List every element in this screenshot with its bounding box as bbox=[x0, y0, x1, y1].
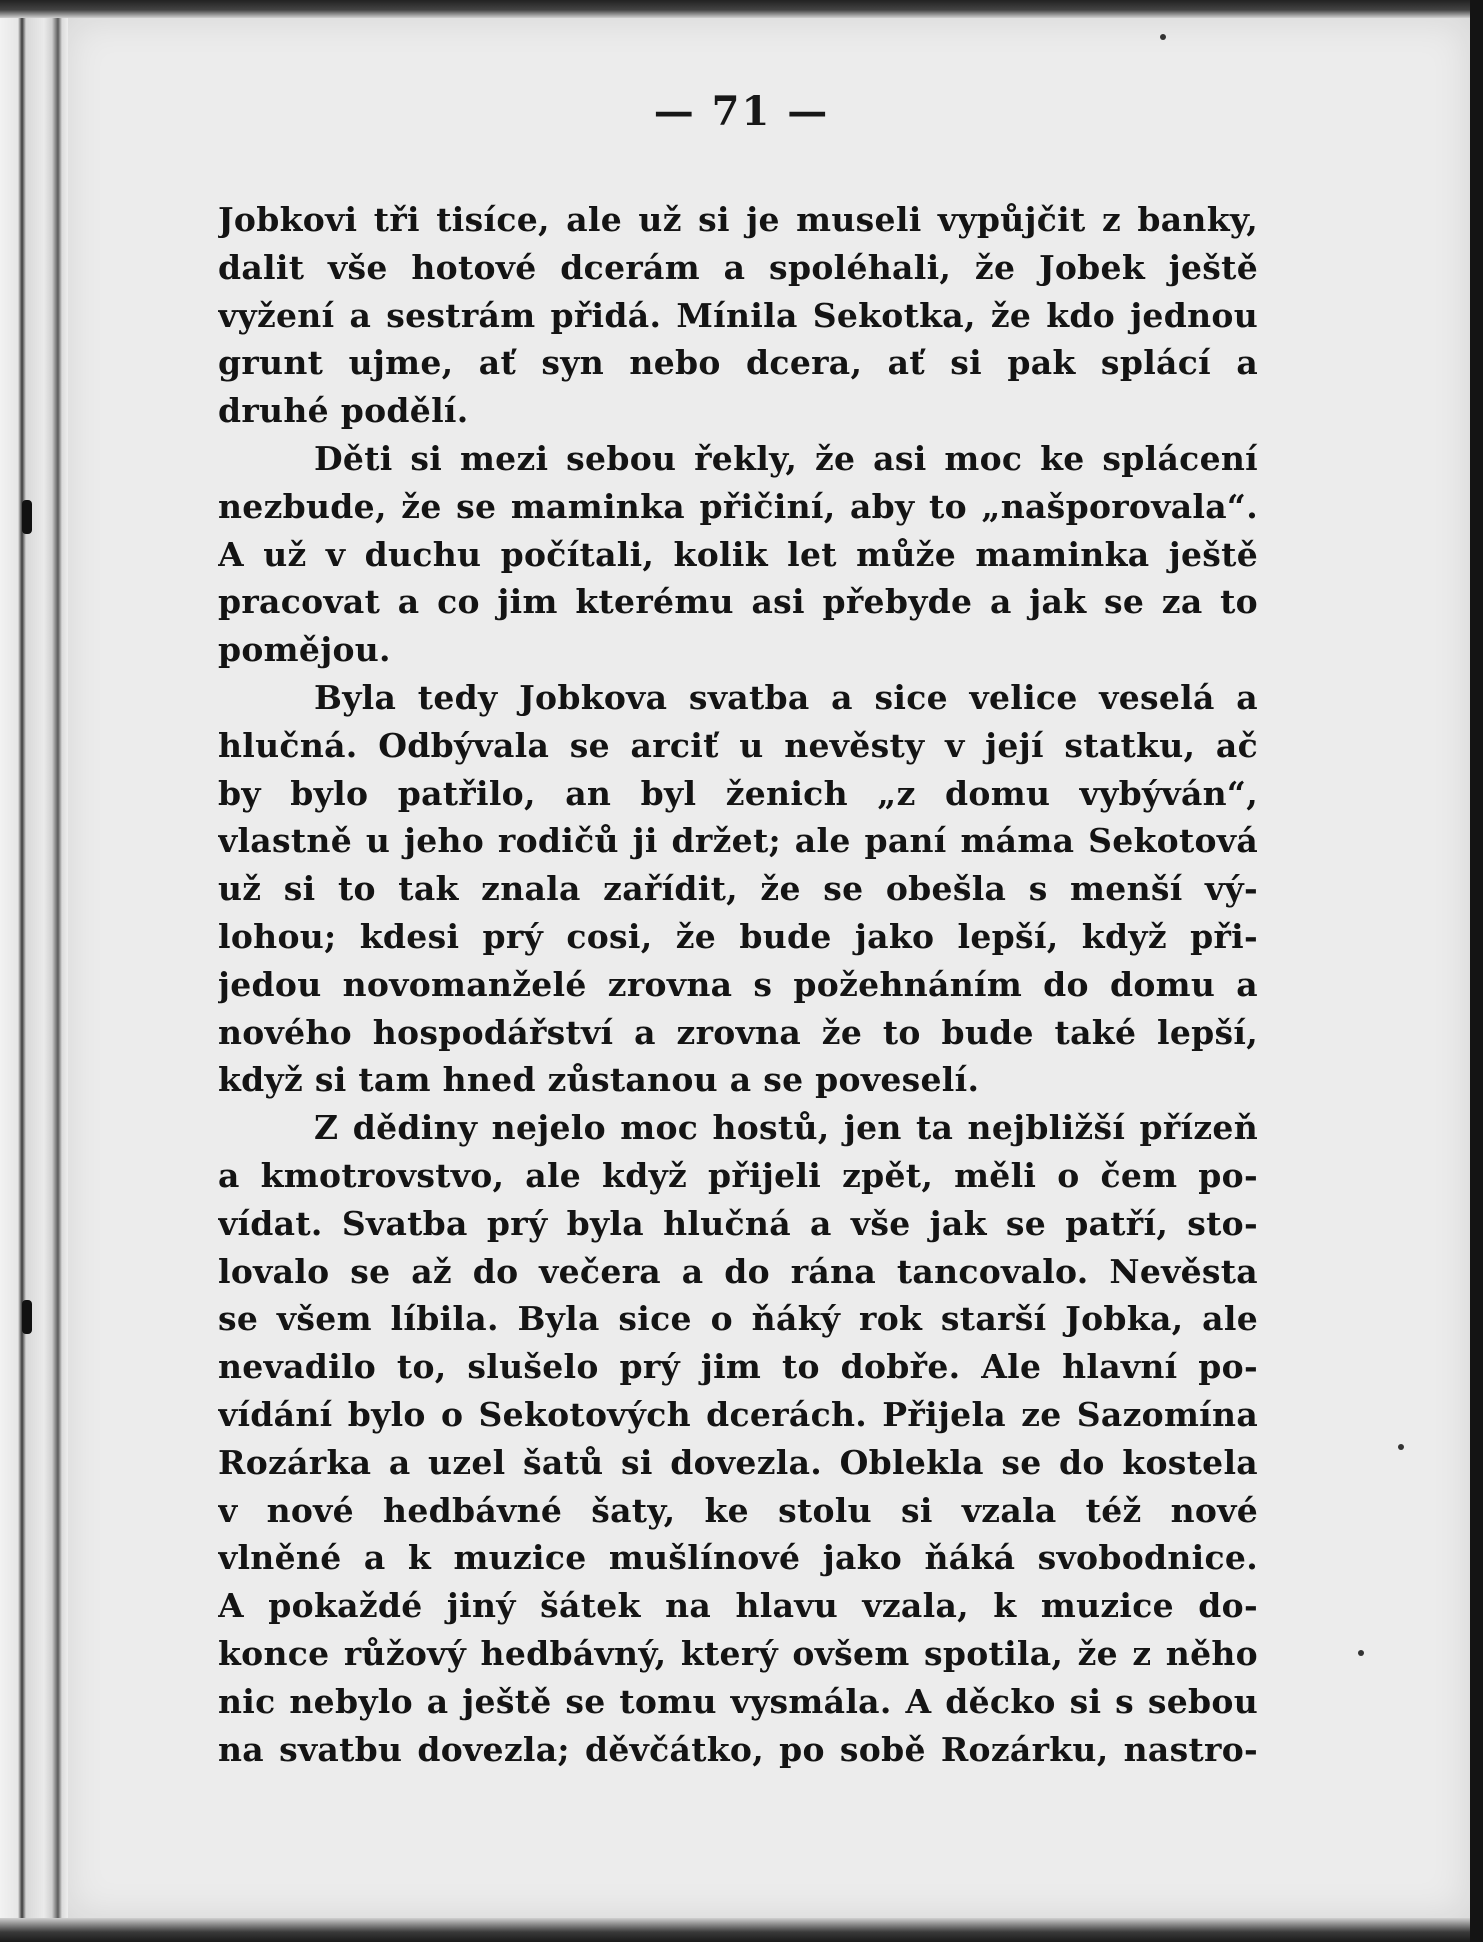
text-line: pracovat a co jim kterému asi přebyde a jak se za to bbox=[218, 582, 1258, 622]
text-line: už si to tak znala zařídit, že se obešla s menší vý- bbox=[218, 869, 1258, 909]
text-line: Byla tedy Jobkova svatba a sice velice veselá a bbox=[314, 677, 1258, 717]
text-line: by bylo patřilo, an byl ženich „z domu vybýván“, bbox=[218, 773, 1258, 813]
text-line: vídat. Svatba prý byla hlučná a vše jak se patří, sto- bbox=[218, 1203, 1258, 1243]
text-line: A pokaždé jiný šátek na hlavu vzala, k muzice do- bbox=[218, 1586, 1258, 1626]
text-line: Děti si mezi sebou řekly, že asi moc ke splácení bbox=[314, 438, 1258, 478]
text-line: Rozárka a uzel šatů si dovezla. Oblekla se do kostela bbox=[218, 1442, 1258, 1482]
text-line: hlučná. Odbývala se arciť u nevěsty v její statku, ač bbox=[218, 725, 1258, 765]
page-edge-bottom bbox=[0, 1918, 1483, 1942]
text-line: lovalo se až do večera a do rána tancovalo. Nevěsta bbox=[218, 1251, 1258, 1291]
book-binding bbox=[0, 0, 68, 1942]
text-line: lohou; kdesi prý cosi, že bude jako lepší, když při- bbox=[218, 916, 1258, 956]
text-line: nezbude, že se maminka přičiní, aby to „našporovala“. bbox=[218, 486, 1258, 526]
text-line: když si tam hned zůstanou a se poveselí. bbox=[218, 1060, 980, 1100]
text-line: Z dědiny nejelo moc hostů, jen ta nejbližší přízeň bbox=[314, 1108, 1258, 1148]
text-line: grunt ujme, ať syn nebo dcera, ať si pak splácí a bbox=[218, 343, 1258, 383]
page-number: — 71 — bbox=[653, 88, 830, 135]
text-line: vlněné a k muzice mušlínové jako ňáká svobodnice. bbox=[218, 1538, 1258, 1578]
text-line: se všem líbila. Byla sice o ňáký rok starší Jobka, ale bbox=[218, 1299, 1258, 1339]
binding-thread bbox=[22, 500, 32, 534]
text-line: dalit vše hotové dcerám a spoléhali, že Jobek ještě bbox=[218, 247, 1258, 287]
text-line: nového hospodářství a zrovna že to bude také lepší, bbox=[218, 1012, 1258, 1052]
text-line: nevadilo to, slušelo prý jim to dobře. Ale hlavní po- bbox=[218, 1347, 1258, 1387]
text-line: a kmotrovstvo, ale když přijeli zpět, měli o čem po- bbox=[218, 1155, 1258, 1195]
text-line: vídání bylo o Sekotových dcerách. Přijela ze Sazomína bbox=[218, 1394, 1258, 1434]
page-edge-top bbox=[0, 0, 1483, 18]
text-line: vlastně u jeho rodičů ji držet; ale paní máma Sekotová bbox=[218, 821, 1258, 861]
ink-speck bbox=[1398, 1444, 1404, 1450]
text-line: na svatbu dovezla; děvčátko, po sobě Rozárku, nastro- bbox=[218, 1729, 1258, 1769]
text-line: nic nebylo a ještě se tomu vysmála. A děcko si s sebou bbox=[218, 1681, 1258, 1721]
text-line: pomějou. bbox=[218, 630, 391, 670]
body-text bbox=[218, 196, 1258, 1773]
ink-speck bbox=[1358, 1650, 1364, 1656]
text-line: A už v duchu počítali, kolik let může maminka ještě bbox=[218, 534, 1258, 574]
ink-speck bbox=[1160, 34, 1166, 40]
text-line: v nové hedbávné šaty, ke stolu si vzala též nové bbox=[218, 1490, 1258, 1530]
text-line: jedou novomanželé zrovna s požehnáním do domu a bbox=[218, 964, 1258, 1004]
text-line: druhé podělí. bbox=[218, 391, 469, 431]
text-line: konce růžový hedbávný, který ovšem spotila, že z něho bbox=[218, 1633, 1258, 1673]
text-line: vyžení a sestrám přidá. Mínila Sekotka, že kdo jednou bbox=[218, 295, 1258, 335]
page-edge-right bbox=[1470, 0, 1483, 1942]
text-line: Jobkovi tři tisíce, ale už si je museli vypůjčit z banky, bbox=[218, 200, 1258, 239]
binding-thread bbox=[22, 1300, 32, 1334]
